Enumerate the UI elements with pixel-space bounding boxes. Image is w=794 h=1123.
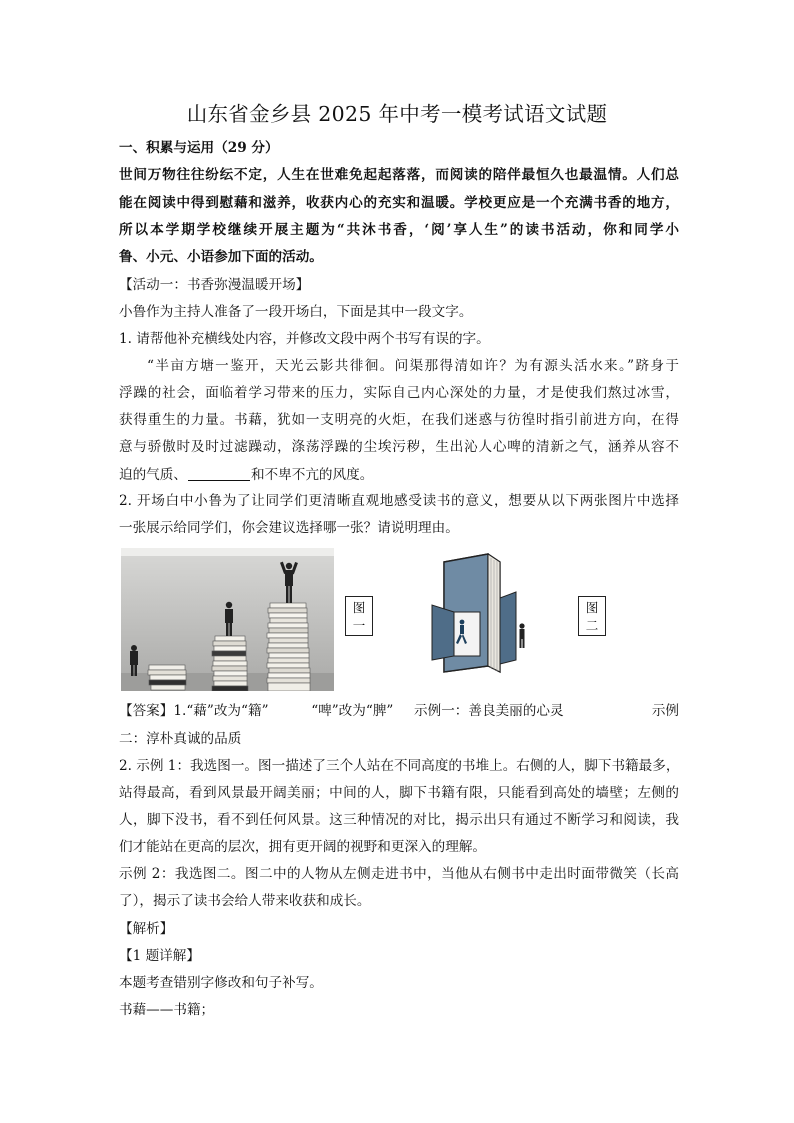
intro-line-4: 鲁、小元、小语参加下面的活动。 — [119, 249, 323, 265]
answer-2-line-1: 2. 示例 1：我选图一。图一描述了三个人站在不同高度的书堆上。右侧的人，脚下书籍最多， — [119, 758, 680, 774]
question-2-line-1: 2. 开场白中小鲁为了让同学们更清晰直观地感受读书的意义，想要从以下两张图片中选择 — [119, 493, 679, 509]
answer-2-line-4: 们才能站在更高的层次，拥有更开阔的视野和更深入的理解。 — [119, 839, 487, 855]
figure-2-walk-through-book-image — [418, 548, 530, 678]
detail-heading: 【1 题详解】 — [119, 948, 200, 964]
activity-heading: 【活动一：书香弥漫温暖开场】 — [119, 277, 310, 293]
intro-line-3: 所以本学期学校继续开展主题为“共沐书香，‘阅’享人生”的读书活动，你和同学小 — [119, 222, 679, 238]
passage-line-5 — [119, 468, 679, 483]
answer-2-line-5: 示例 2：我选图二。图二中的人物从左侧走进书中，当他从右侧书中走出时面带微笑（长高 — [119, 866, 679, 882]
answer-2-line-6: 了），揭示了读书会给人带来收获和成长。 — [119, 893, 371, 909]
analysis-heading: 【解析】 — [119, 921, 174, 937]
answer-1-part-2: “啤”改为“脾” — [311, 703, 394, 719]
section-heading: 一、积累与运用（29 分） — [119, 140, 279, 156]
answer-line-2: 二：淳朴真诚的品质 — [119, 731, 242, 747]
passage-line-4: 意与骄傲时及时过滤躁动，涤荡浮躁的尘埃污秽，生出沁人心啤的清新之气，涵养从容不 — [119, 439, 679, 455]
figure-1-books-stacks-image — [121, 548, 334, 691]
figure-1-caption-char-2: 一 — [352, 618, 366, 633]
question-2-line-2: 一张展示给同学们，你会建议选择哪一张？请说明理由。 — [119, 520, 459, 536]
figure-1-caption — [345, 596, 373, 636]
detail-last-line: 书藉——书籍； — [119, 1002, 215, 1018]
figure-1-caption-char-1: 图 — [352, 600, 366, 615]
answer-2-line-2: 站得最高，看到风景最开阔美丽；中间的人，脚下书籍有限，只能看到高处的墙壁；左侧的 — [119, 785, 679, 801]
answer-1-part-4: 示例 — [651, 703, 679, 719]
figure-2-caption-char-1: 图 — [585, 600, 599, 615]
answer-1-part-1: 【答案】1.“藉”改为“籍” — [119, 703, 269, 719]
answer-line-1 — [119, 705, 679, 719]
answer-2-line-3: 人，脚下没书，看不到任何风景。这三种情况的对比，揭示出只有通过不断学习和阅读，我 — [119, 812, 679, 828]
intro-line-2: 能在阅读中得到慰藉和滋养，收获内心的充实和温暖。学校更应是一个充满书香的地方， — [119, 195, 679, 211]
answer-1-part-3: 示例一：善良美丽的心灵 — [414, 703, 564, 719]
page-title: 山东省金乡县 2025 年中考一模考试语文试题 — [186, 102, 608, 126]
intro-line-1: 世间万物往往纷纭不定，人生在世难免起起落落，而阅读的陪伴最恒久也最温情。人们总 — [119, 167, 679, 183]
figure-2-caption — [578, 596, 606, 636]
passage-line-2: 浮躁的社会，面临着学习带来的压力，实际自己内心深处的力量，才是使我们熬过冰雪， — [119, 385, 679, 401]
question-1: 1. 请帮他补充横线处内容，并修改文段中两个书写有误的字。 — [119, 331, 490, 347]
passage-line-5-pre: 迫的气质、 — [119, 467, 187, 483]
passage-line-3: 获得重生的力量。书藉，犹如一支明亮的火炬，在我们迷惑与彷徨时指引前进方向，在得 — [119, 412, 679, 428]
detail-text: 本题考查错别字修改和句子补写。 — [119, 975, 323, 991]
fill-in-blank — [188, 468, 250, 481]
activity-intro: 小鲁作为主持人准备了一段开场白，下面是其中一段文字。 — [119, 304, 473, 320]
passage-line-1: “半亩方塘一鉴开，天光云影共徘徊。问渠那得清如许？为有源头活水来。”跻身于 — [147, 358, 679, 374]
passage-line-5-post: 和不卑不亢的风度。 — [250, 467, 374, 483]
figure-2-caption-char-2: 二 — [585, 618, 599, 633]
